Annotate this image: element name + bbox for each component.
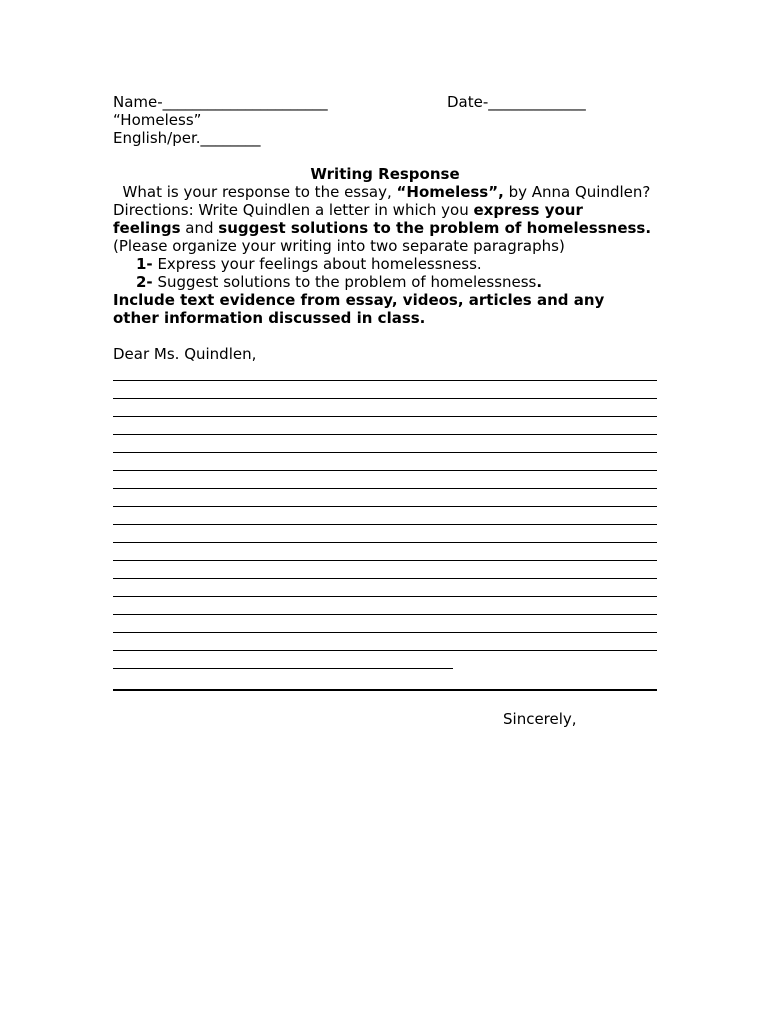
essay-title: “Homeless” <box>113 111 202 129</box>
writing-line[interactable] <box>113 452 657 453</box>
writing-line[interactable] <box>113 416 657 417</box>
list-item-1 <box>136 255 482 273</box>
page-title: Writing Response <box>310 165 460 183</box>
directions-line-1 <box>113 201 583 219</box>
directions-line-2 <box>113 219 651 237</box>
writing-line[interactable] <box>113 578 657 579</box>
name-field[interactable]: Name-______________________ <box>113 93 328 111</box>
writing-line[interactable] <box>113 614 657 615</box>
salutation: Dear Ms. Quindlen, <box>113 345 257 363</box>
question-essay-name: “Homeless”, <box>396 183 504 201</box>
writing-line[interactable] <box>113 434 657 435</box>
directions-mid: and <box>180 219 219 237</box>
date-field[interactable]: Date-_____________ <box>447 93 586 111</box>
writing-line[interactable] <box>113 524 657 525</box>
question-pre: What is your response to the essay, <box>113 183 397 201</box>
evidence-line-1: Include text evidence from essay, videos, articles and any <box>113 291 605 309</box>
evidence-line-2: other information discussed in class. <box>113 309 426 327</box>
question-line <box>113 183 650 201</box>
period-field[interactable]: English/per.________ <box>113 129 261 147</box>
item-1-text: Express your feelings about homelessness. <box>152 255 482 273</box>
writing-line[interactable] <box>113 470 657 471</box>
list-item-2 <box>136 273 542 291</box>
item-1-number: 1- <box>136 255 153 273</box>
writing-line[interactable] <box>113 542 657 543</box>
writing-line[interactable] <box>113 398 657 399</box>
writing-line[interactable] <box>113 650 657 651</box>
organize-note: (Please organize your writing into two separate paragraphs) <box>113 237 565 255</box>
writing-line[interactable] <box>113 506 657 507</box>
writing-line[interactable] <box>113 689 657 691</box>
directions-bold-1: express your <box>473 201 583 219</box>
writing-line[interactable] <box>113 668 453 669</box>
writing-line[interactable] <box>113 488 657 489</box>
closing: Sincerely, <box>503 710 577 728</box>
directions-pre: Directions: Write Quindlen a letter in which you <box>113 201 474 219</box>
writing-line[interactable] <box>113 380 657 381</box>
writing-line[interactable] <box>113 632 657 633</box>
item-2-text: Suggest solutions to the problem of homelessness <box>152 273 537 291</box>
item-2-number: 2- <box>136 273 153 291</box>
writing-line[interactable] <box>113 596 657 597</box>
directions-bold-2: feelings <box>113 219 181 237</box>
question-post: by Anna Quindlen? <box>503 183 651 201</box>
writing-line[interactable] <box>113 560 657 561</box>
directions-bold-3: suggest solutions to the problem of homelessness. <box>218 219 652 237</box>
item-2-end: . <box>536 273 543 291</box>
